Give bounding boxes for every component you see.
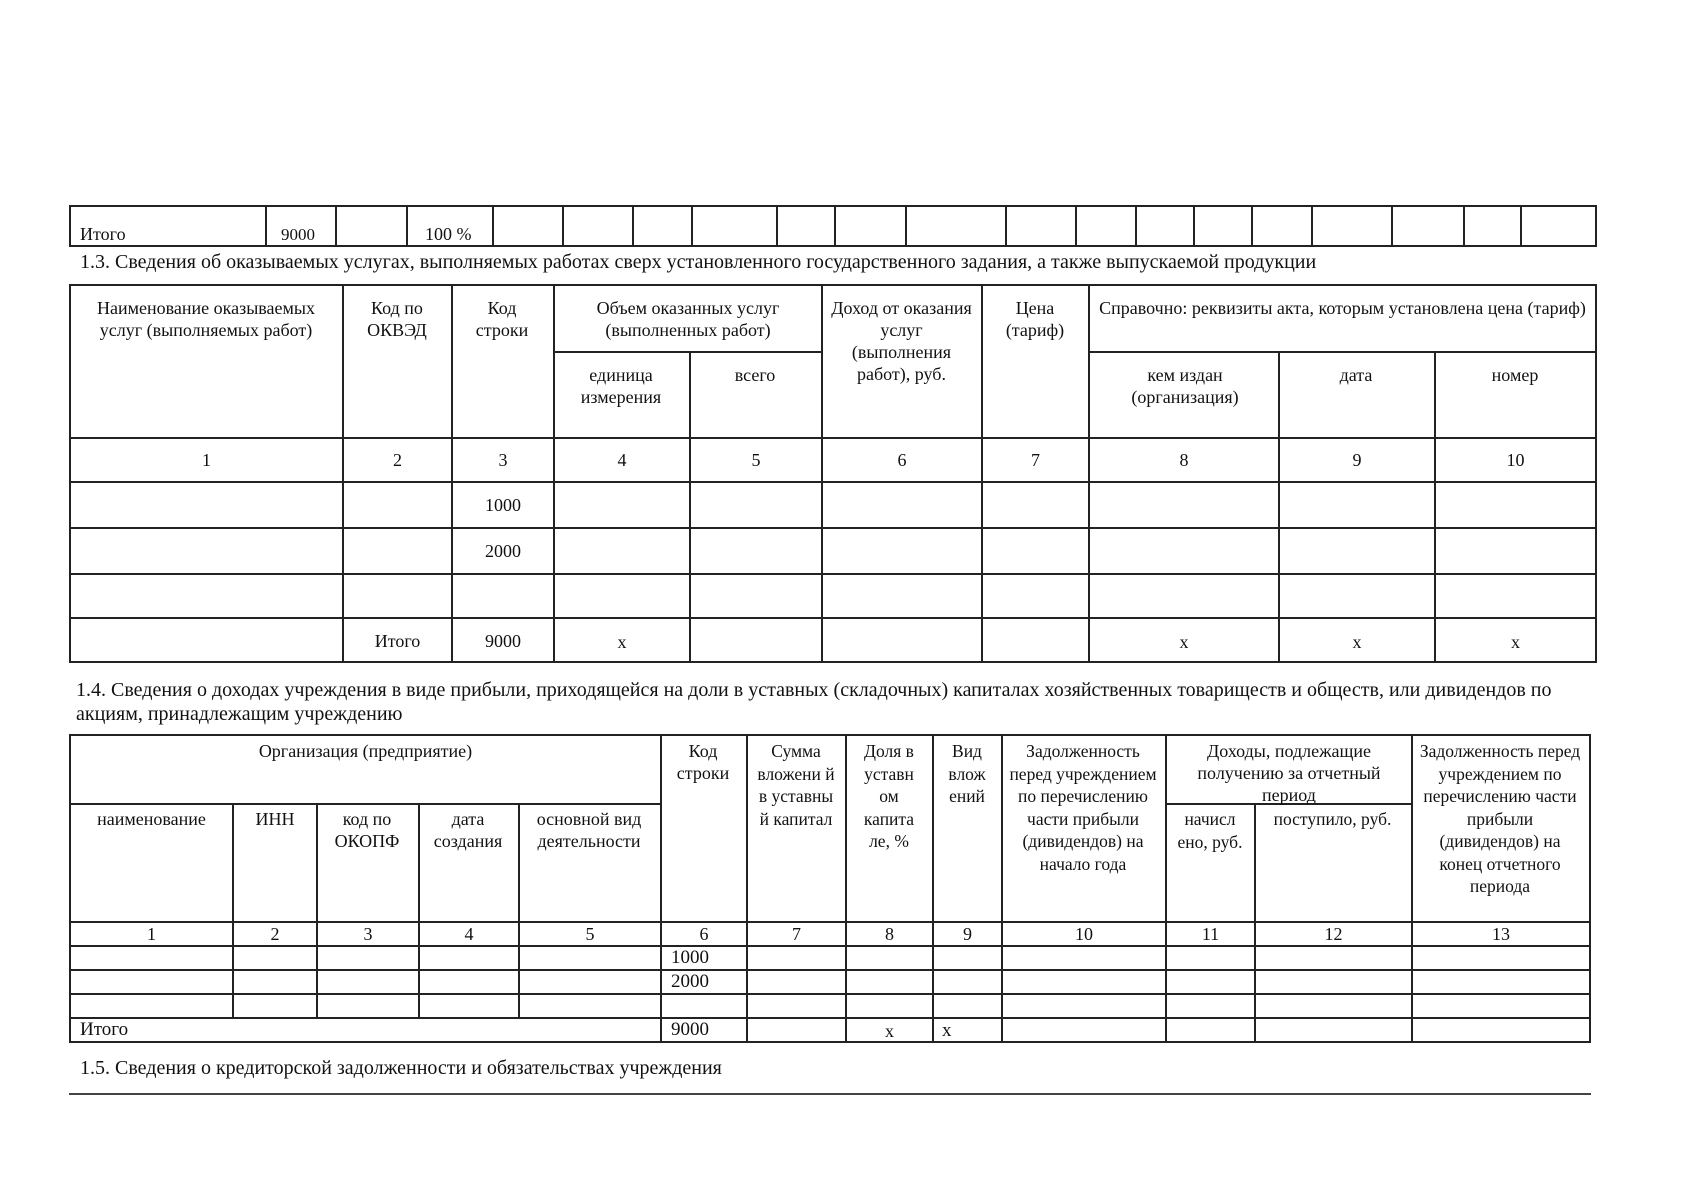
total-code-2: 9000 [671,1019,709,1040]
col-number: 10 [1506,450,1525,470]
top-table-divider [1135,205,1137,247]
top-total-percent: 100 % [425,224,472,244]
header-unit: единица измерения [580,365,662,407]
bottom-rule [69,1093,1591,1095]
col-number: 2 [393,450,402,470]
header-org-name: наименование [97,809,206,829]
top-table-divider [1075,205,1077,247]
top-table-divider [406,205,408,247]
total-issuer-x: x [1179,632,1189,652]
top-table-divider [1005,205,1007,247]
col-number: 6 [699,924,709,944]
col-number: 1 [147,924,156,944]
col-number: 4 [464,924,474,944]
top-table-divider [905,205,907,247]
col-number: 2 [270,924,280,944]
total-date-x: x [1352,632,1362,652]
col-number: 7 [792,924,801,944]
header-volume: Объем оказанных услуг (выполненных работ) [596,298,780,340]
header-row-code: Код строки [475,298,529,340]
total-unit-x: x [617,632,627,652]
col-number: 8 [885,924,894,944]
header-debt-end: Задолженность перед учреждением по перечислению части прибыли (дивидендов) на конец отчетного периода [1419,741,1581,896]
row-code: 2000 [671,971,709,992]
col-number: 8 [1179,450,1189,470]
section-1-3-title: 1.3. Сведения об оказываемых услугах, выполняемых работах сверх установленного государственного задания, а также выпускаемой продукции [80,251,1317,273]
total-share-x: x [885,1021,894,1041]
top-table-divider [562,205,564,247]
row-code: 1000 [485,495,521,515]
col-number: 7 [1031,450,1040,470]
total-kind-x: x [942,1020,952,1041]
header-received: поступило, руб. [1273,809,1392,829]
header-date: дата [1339,365,1373,385]
header-volume-total: всего [734,365,776,385]
header-income: Доход от оказания услуг (выполнения работ), руб. [831,298,972,384]
top-table-divider [1391,205,1393,247]
header-service-name: Наименование оказываемых услуг (выполняемых работ) [96,298,316,340]
header-debt-start: Задолженность перед учреждением по перечислению части прибыли (дивидендов) на начало года [1009,741,1157,874]
row-code: 2000 [485,541,521,561]
top-table-divider [265,205,267,247]
header-inn: ИНН [255,809,295,829]
top-table-divider [834,205,836,247]
col-number: 5 [751,450,761,470]
top-table-divider [1251,205,1253,247]
top-table-divider [632,205,634,247]
header-investment: Сумма вложени й в уставны й капитал [757,741,835,829]
total-number-x: x [1511,632,1520,652]
header-share: Доля в уставн ом капита ле, % [863,741,915,851]
col-number: 1 [202,450,211,470]
top-table-divider [691,205,693,247]
section-1-4-title: 1.4. Сведения о доходах учреждения в виде прибыли, приходящейся на доли в уставных (складочных) капиталах хозяйственных товариществ и обществ, или дивидендов по акциям, принадлежащим учреждению [76,679,1552,725]
col-number: 11 [1201,924,1220,944]
top-table-divider [1311,205,1313,247]
top-total-code: 9000 [281,225,315,244]
top-table-divider [335,205,337,247]
header-act: Справочно: реквизиты акта, которым установлена цена (тариф) [1099,298,1586,318]
header-income-period: Доходы, подлежащие получению за отчетный период [1197,741,1381,805]
top-table-divider [1463,205,1465,247]
header-issuer: кем издан (организация) [1131,365,1239,407]
top-table-divider [1595,205,1597,247]
header-kind: Вид влож ений [948,741,986,806]
top-table-divider [1520,205,1522,247]
header-number: номер [1491,365,1539,385]
top-table-divider [492,205,494,247]
top-total-label: Итого [80,224,126,244]
section-1-5-title: 1.5. Сведения о кредиторской задолженности и обязательствах учреждения [80,1057,722,1079]
col-number: 13 [1492,924,1510,944]
col-number: 3 [363,924,373,944]
top-table-divider [69,205,71,247]
col-number: 9 [1352,450,1362,470]
row-code: 1000 [671,947,709,968]
header-created: дата создания [433,809,503,851]
top-table-divider [776,205,778,247]
total-label: Итого [374,631,421,651]
header-okopf: код по ОКОПФ [334,809,400,851]
top-table-divider [1193,205,1195,247]
total-label-2: Итого [80,1019,129,1040]
header-accrued: начисл ено, руб. [1177,809,1243,852]
header-activity: основной вид деятельности [536,809,642,851]
col-number: 10 [1075,924,1093,944]
header-organization: Организация (предприятие) [258,741,473,761]
header-price: Цена (тариф) [1005,298,1065,340]
col-number: 12 [1324,924,1343,944]
col-number: 4 [617,450,627,470]
total-code: 9000 [485,631,521,651]
col-number: 9 [963,924,972,944]
col-number: 6 [897,450,907,470]
header-row-code-2: Код строки [676,741,730,783]
col-number: 3 [498,450,508,470]
col-number: 5 [585,924,595,944]
header-okved: Код по ОКВЭД [367,298,427,340]
